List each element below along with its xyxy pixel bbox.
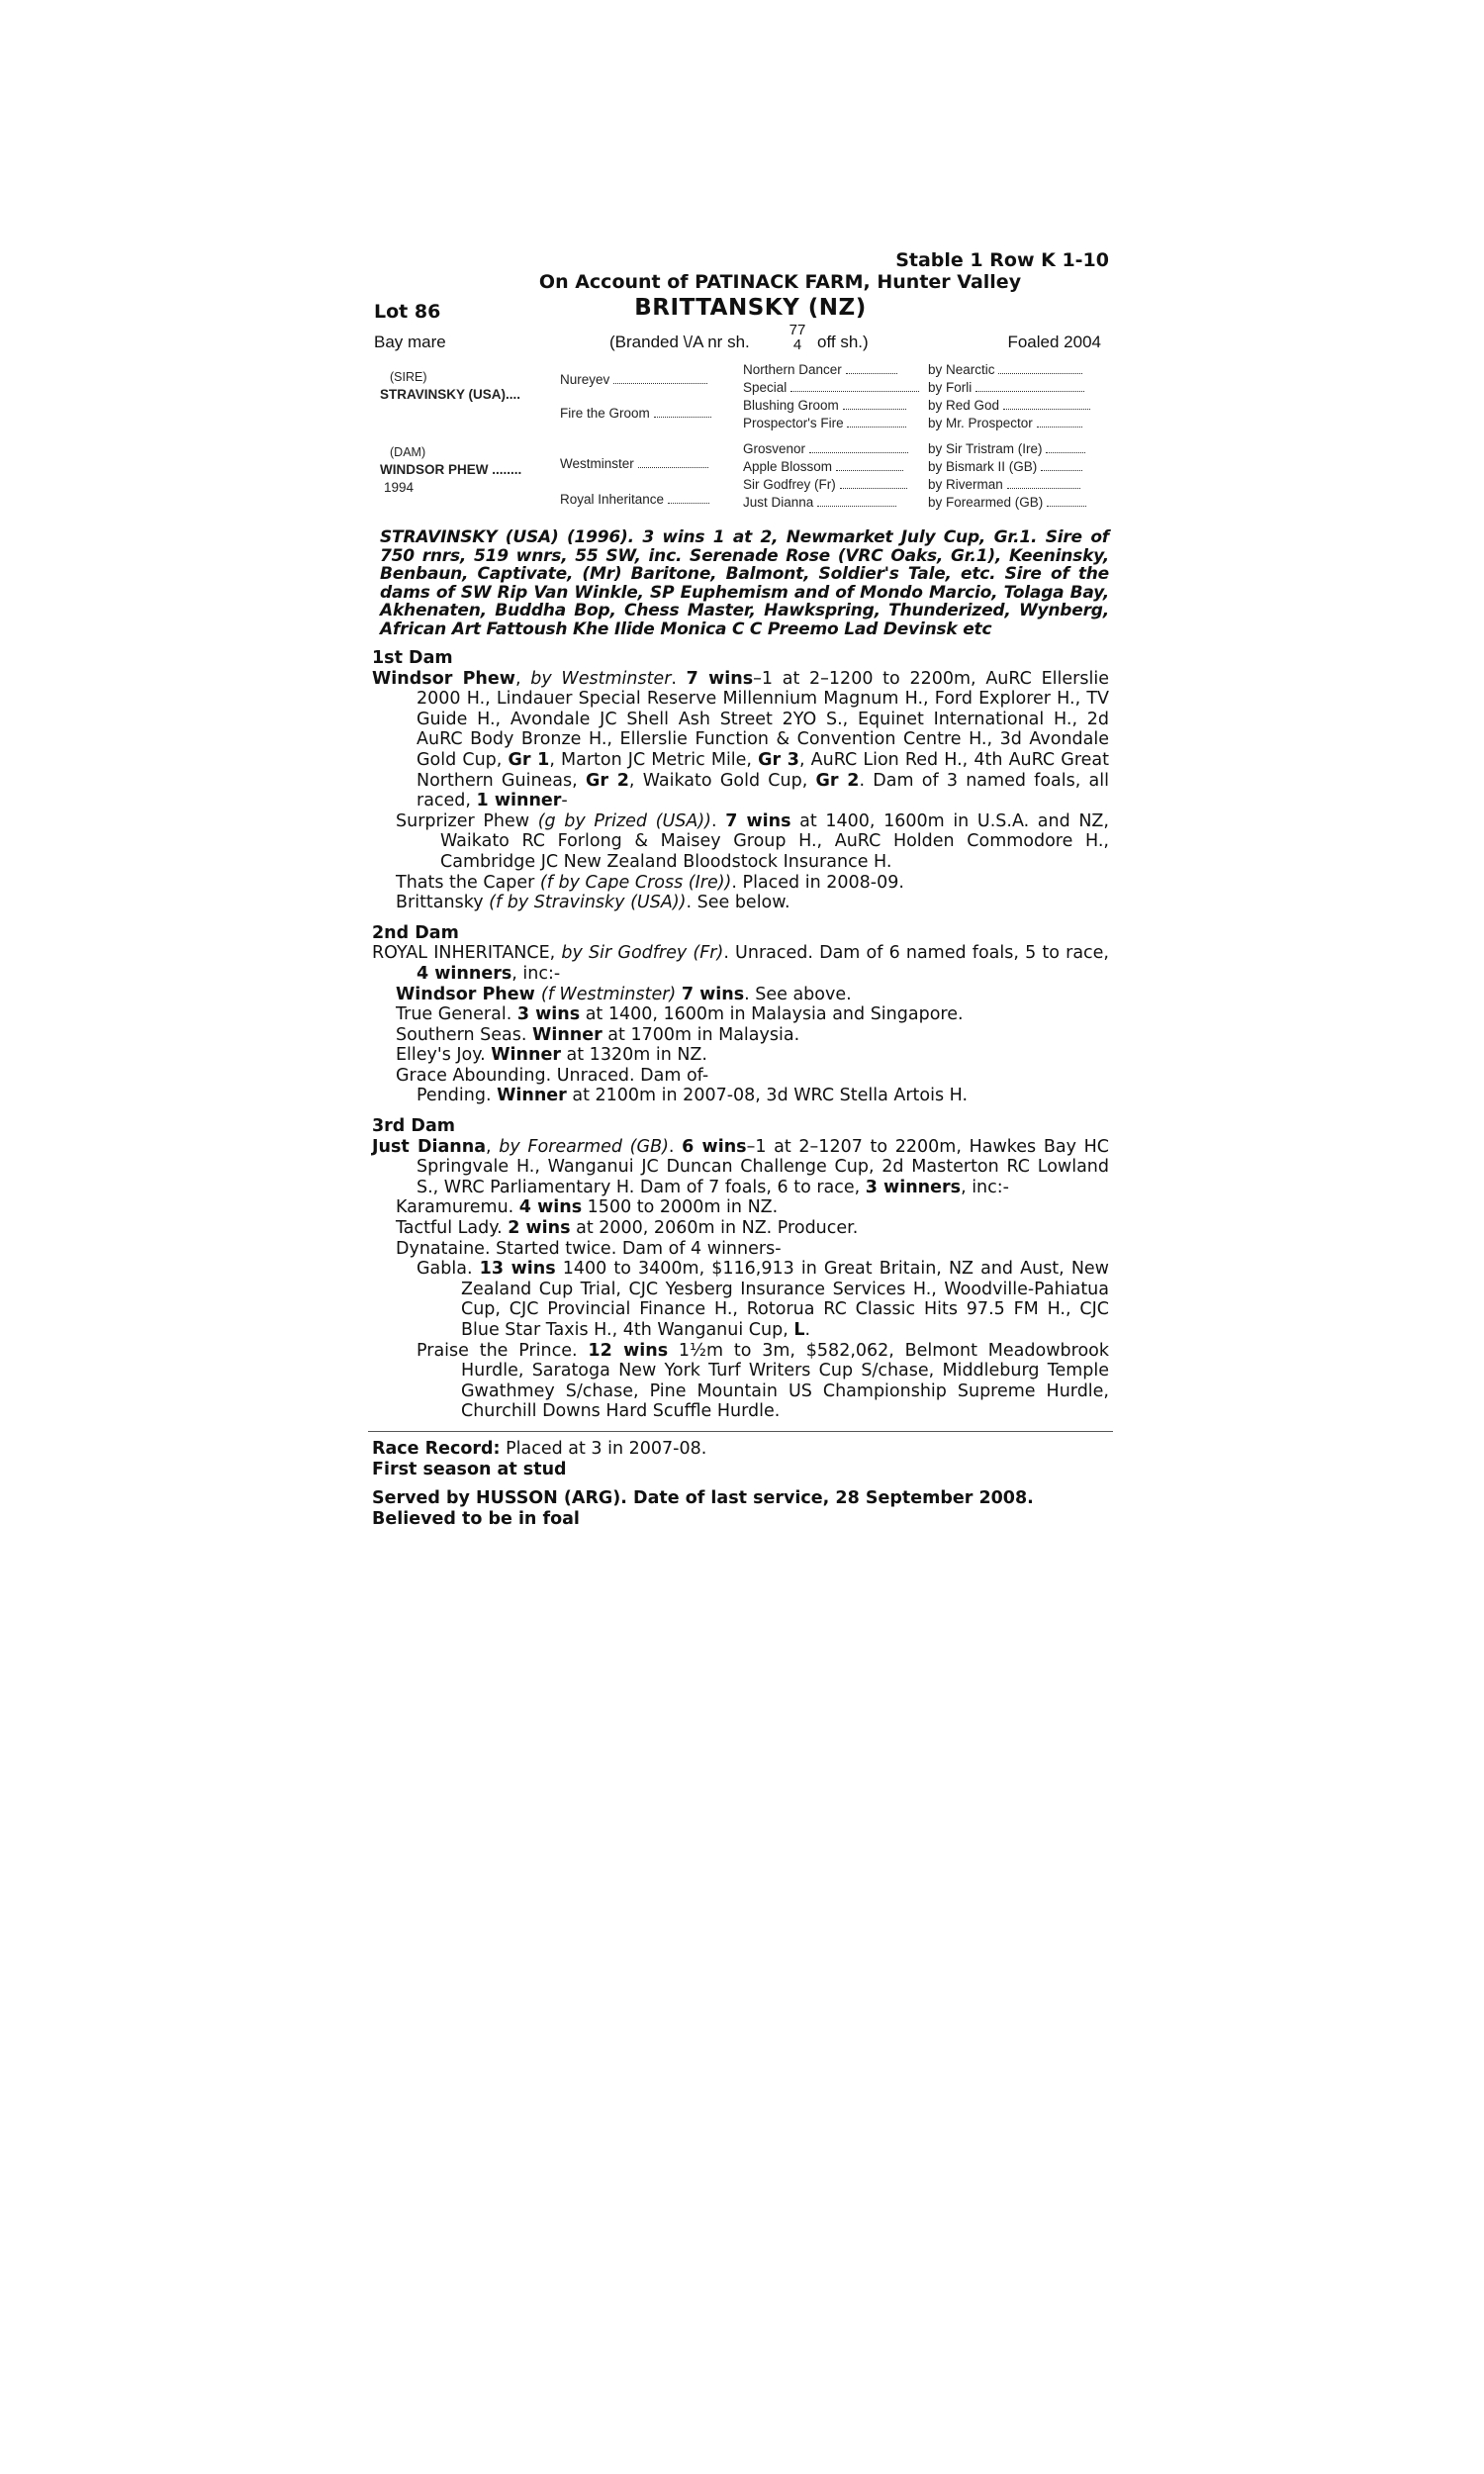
foal-entry: True General. 3 wins at 1400, 1600m in Malaysia and Singapore. (396, 1004, 964, 1025)
section-heading: 3rd Dam (372, 1116, 455, 1137)
grandfoal-entry: Pending. Winner at 2100m in 2007-08, 3d WRC Stella Artois H. (417, 1086, 969, 1106)
dam-entry: Just Dianna, by Forearmed (GB). 6 wins–1 at 2–1207 to 2200m, Hawkes Bay HC Springvale H., Wanganui JC Duncan Challenge Cup, 2d Masterton RC Lowland S., WRC Parliamentary H. Dam of 7 foals, 6 to race, 3 winners, inc:- (372, 1136, 1109, 1197)
horse-name: BRITTANSKY (NZ) (634, 295, 867, 321)
foal-entry: Grace Abounding. Unraced. Dam of- (396, 1065, 709, 1086)
race-record: Race Record: Placed at 3 in 2007-08. (372, 1438, 707, 1459)
grandfoal-entry: Gabla. 13 wins 1400 to 3400m, $116,913 in Great Britain, NZ and Aust, New Zealand Cup Trial, CJC Yesberg Insurance Services H., Woodville-Pahiatua Cup, CJC Provincial Finance H., Rotorua RC Classic Hits 97.5 FM H., CJC Blue Star Taxis H., 4th Wanganui Cup, L. (417, 1259, 1109, 1340)
brand-number-bottom: 4 (792, 336, 802, 353)
dam-label: (DAM) (390, 445, 426, 459)
dam-entry: Windsor Phew, by Westminster. 7 wins–1 at 2–1200 to 2200m, AuRC Ellerslie 2000 H., Lindauer Special Reserve Millennium Magnum H., Ford Explorer H., TV Guide H., Avondale JC Shell Ash Street 2YO S., Equinet International H., 2d AuRC Body Bronze H., Ellerslie Function & Convention Centre H., 3d Avondale Gold Cup, Gr 1, Marton JC Metric Mile, Gr 3, AuRC Lion Red H., 4th AuRC Great Northern Guineas, Gr 2, Waikato Gold Cup, Gr 2. Dam of 3 named foals, all raced, 1 winner- (372, 668, 1109, 811)
foal-entry: Southern Seas. Winner at 1700m in Malaysia. (396, 1024, 800, 1045)
pedigree-gen3-4: Prospector's Fire (743, 416, 906, 430)
pedigree-gen3-7: Sir Godfrey (Fr) (743, 477, 907, 492)
brand-row (372, 323, 1109, 358)
section-heading: 1st Dam (372, 648, 453, 668)
sire-summary: STRAVINSKY (USA) (1996). 3 wins 1 at 2, Newmarket July Cup, Gr.1. Sire of 750 rnrs, 519 wnrs, 55 SW, inc. Serenade Rose (VRC Oaks, Gr.1), Keeninsky, Benbaun, Captivate, (Mr) Baritone, Balmont, Soldier's Tale, etc. Sire of the dams of SW Rip Van Winkle, SP Euphemism and of Mondo Marcio, Tolaga Bay, Akhenaten, Buddha Bop, Chess Master, Hawkspring, Thunderized, Wynberg, African Art Fattoush Khe Ilide Monica C C Preemo Lad Devinsk etc (380, 527, 1109, 639)
pedigree-gen4-1: by Nearctic (928, 362, 1082, 377)
third-dam-section (372, 1116, 1109, 1422)
lot-row (372, 295, 1109, 323)
brand-number (788, 323, 807, 352)
section-heading: 2nd Dam (372, 922, 459, 943)
brand-tail: off sh.) (817, 333, 869, 351)
dam-year: 1994 (384, 480, 415, 495)
pedigree-gen2-4: Royal Inheritance (560, 492, 709, 507)
foal-entry: Surprizer Phew (g by Prized (USA)). 7 wins at 1400, 1600m in U.S.A. and NZ, Waikato RC Forlong & Maisey Group H., AuRC Holden Commodore H., Cambridge JC New Zealand Bloodstock Insurance H. (396, 810, 1109, 872)
pedigree-gen4-2: by Forli (928, 380, 1084, 395)
horse-sex: Bay mare (374, 333, 446, 351)
vendor-account: On Account of PATINACK FARM, Hunter Valley (538, 271, 1022, 293)
sire-name: STRAVINSKY (USA).... (380, 387, 521, 402)
brand-number-top: 77 (788, 322, 806, 338)
foaled-year: Foaled 2004 (1007, 333, 1101, 351)
dam-entry: ROYAL INHERITANCE, by Sir Godfrey (Fr). Unraced. Dam of 6 named foals, 5 to race, 4 winners, inc:- (372, 943, 1109, 984)
lot-number: Lot 86 (374, 301, 441, 323)
second-dam-section (372, 923, 1109, 1106)
pedigree-gen3-2: Special (743, 380, 919, 395)
foal-entry: Dynataine. Started twice. Dam of 4 winners- (396, 1238, 782, 1259)
service-note: Served by HUSSON (ARG). Date of last service, 28 September 2008. (372, 1487, 1034, 1508)
foal-entry: Elley's Joy. Winner at 1320m in NZ. (396, 1045, 707, 1066)
foal-entry: Brittansky (f by Stravinsky (USA)). See below. (396, 893, 790, 913)
foal-entry: Windsor Phew (f Westminster) 7 wins. See above. (396, 984, 852, 1004)
foal-entry: Karamuremu. 4 wins 1500 to 2000m in NZ. (396, 1197, 779, 1218)
pedigree-gen2-2: Fire the Groom (560, 406, 711, 421)
pedigree-gen3-5: Grosvenor (743, 441, 908, 456)
pedigree-gen4-8: by Forearmed (GB) (928, 495, 1086, 510)
stud-season: First season at stud (372, 1459, 567, 1479)
pedigree-gen4-6: by Bismark II (GB) (928, 459, 1082, 474)
catalogue-page (372, 249, 1109, 1530)
pedigree-gen3-8: Just Dianna (743, 495, 896, 510)
first-dam-section (372, 648, 1109, 913)
brand-text: (Branded \/A nr sh. (609, 333, 750, 351)
sire-label: (SIRE) (390, 370, 427, 384)
grandfoal-entry: Praise the Prince. 12 wins 1½m to 3m, $582,062, Belmont Meadowbrook Hurdle, Saratoga New York Turf Writers Cup S/chase, Middleburg Temple Gwathmey S/chase, Pine Mountain US Championship Supreme Hurdle, Churchill Downs Hard Scuffle Hurdle. (417, 1340, 1109, 1422)
pedigree-gen4-4: by Mr. Prospector (928, 416, 1082, 430)
pedigree-gen3-6: Apple Blossom (743, 459, 903, 474)
pedigree-gen4-7: by Riverman (928, 477, 1080, 492)
divider (368, 1431, 1113, 1432)
pedigree-table (372, 360, 1109, 515)
pedigree-gen2-3: Westminster (560, 456, 708, 471)
foal-entry: Tactful Lady. 2 wins at 2000, 2060m in NZ. Producer. (396, 1218, 859, 1239)
foal-entry: Thats the Caper (f by Cape Cross (Ire)). Placed in 2008-09. (396, 872, 904, 893)
pedigree-gen3-3: Blushing Groom (743, 398, 906, 413)
pedigree-gen2-1: Nureyev (560, 372, 707, 387)
pedigree-gen3-1: Northern Dancer (743, 362, 897, 377)
pedigree-gen4-5: by Sir Tristram (Ire) (928, 441, 1085, 456)
stable-location: Stable 1 Row K 1-10 (895, 249, 1109, 271)
dam-name: WINDSOR PHEW ........ (380, 462, 522, 477)
pedigree-gen4-3: by Red God (928, 398, 1090, 413)
foal-status: Believed to be in foal (372, 1508, 580, 1529)
